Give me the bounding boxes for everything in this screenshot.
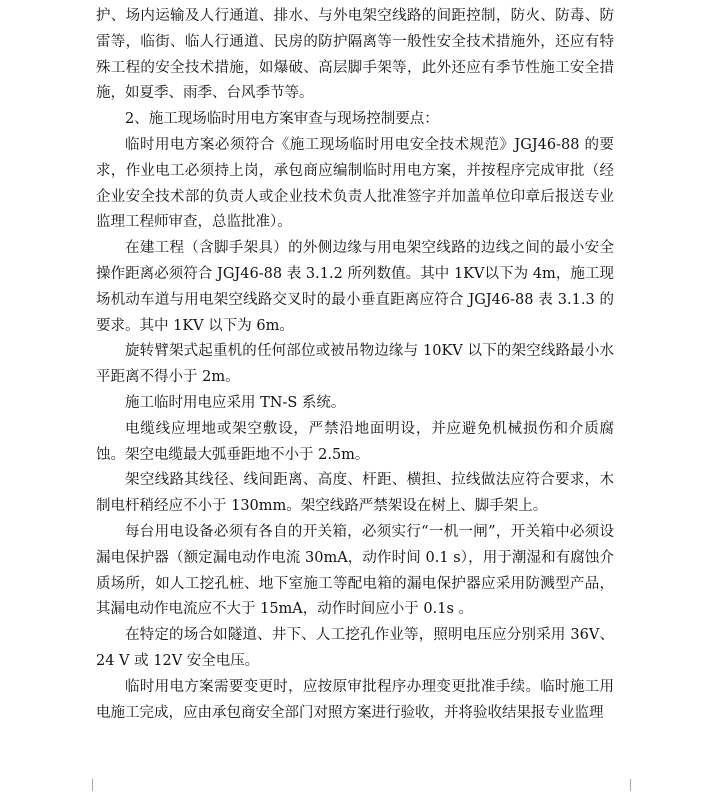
- paragraph-lighting-voltage: 在特定的场合如隧道、井下、人工挖孔作业等，照明电压应分别采用 36V、24 V 或 12V 安全电压。: [96, 627, 614, 669]
- section-heading-temporary-power: 2、施工现场临时用电方案审查与现场控制要点：: [125, 111, 439, 128]
- page-corner-mark-right: [630, 779, 643, 791]
- paragraph-safety-measures-continued: 护、场内运输及人行通道、排水、与外电架空线路的间距控制，防火、防毒、防雷等，临街、临人行通道、民房的防护隔离等一般性安全技术措施外，还应有特殊工程的安全技术措施，如爆破、高层脚手架等，此外还应有季节性施工安全措施，如夏季、雨季、台风季节等。: [96, 8, 614, 102]
- paragraph-crane-distance: 旋转臂架式起重机的任何部位或被吊物边缘与 10KV 以下的架空线路最小水平距离不得小于 2m。: [96, 343, 614, 386]
- page-corner-mark-left: [80, 779, 93, 791]
- document-body: [96, 4, 614, 726]
- paragraph-safe-distance: 在建工程（含脚手架具）的外侧边缘与用电架空线路的边线之间的最小安全操作距离必须符合 JGJ46-88 表 3.1.2 所列数值。其中 1KV以下为 4m，施工现场机动车道与用电架空线路交叉时的最小垂直距离应符合 JGJ46-88 表 3.1.3 的要求。其中 1KV 以下为 6m。: [96, 240, 614, 334]
- paragraph-tn-s-system: 施工临时用电应采用 TN-S 系统。: [125, 394, 346, 411]
- paragraph-plan-change: 临时用电方案需要变更时，应按原审批程序办理变更批准手续。临时施工用电施工完成，应由承包商安全部门对照方案进行验收，并将验收结果报专业监理: [96, 678, 614, 721]
- paragraph-cable-laying: 电缆线应埋地或架空敷设，严禁沿地面明设，并应避免机械损伤和介质腐蚀。架空电缆最大弧垂距地不小于 2.5m。: [96, 420, 614, 463]
- paragraph-switch-box: 每台用电设备必须有各自的开关箱，必须实行“一机一闸”，开关箱中必须设漏电保护器（额定漏电动作电流 30mA，动作时间 0.1 s），用于潮湿和有腐蚀介质场所，如人工挖孔桩、地下室施工等配电箱的漏电保护器应采用防溅型产品，其漏电动作电流应不大于 15mA，动作时间应小于 0.1s 。: [96, 523, 614, 618]
- paragraph-power-plan-approval: 临时用电方案必须符合《施工现场临时用电安全技术规范》JGJ46-88 的要求，作业电工必须持上岗，承包商应编制临时用电方案，并按程序完成审批（经企业安全技术部的负责人或企业技术负责人批准签字并加盖单位印章后报送专业监理工程师审查，总监批准）。: [96, 136, 614, 231]
- paragraph-overhead-lines: 架空线路其线径、线间距离、高度、杆距、横担、拉线做法应符合要求，木制电杆稍经应不小于 130mm。架空线路严禁架设在树上、脚手架上。: [96, 472, 614, 515]
